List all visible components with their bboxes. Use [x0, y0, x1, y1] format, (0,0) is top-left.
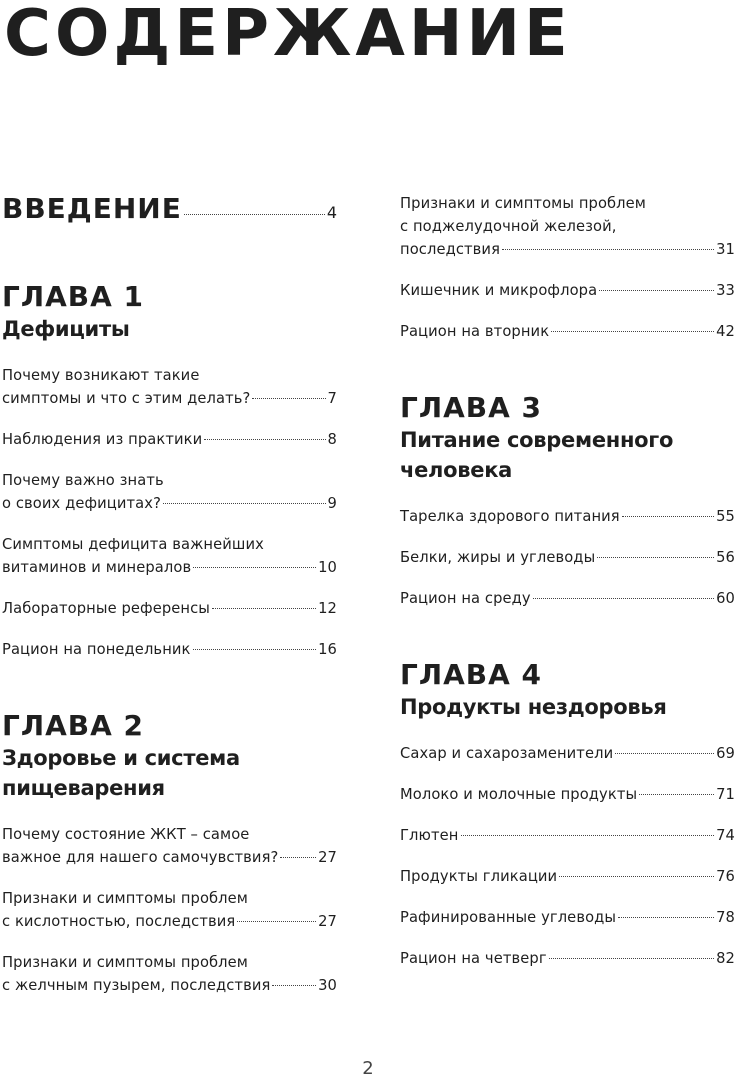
toc-column-right: [400, 192, 735, 1018]
toc-entry[interactable]: [2, 364, 337, 410]
page-number: 2: [362, 1058, 374, 1079]
toc-entry[interactable]: [2, 823, 337, 869]
toc-entry-text: Кишечник и микрофлора: [400, 282, 598, 299]
toc-entry-text: Молоко и молочные продукты: [400, 786, 638, 803]
chapter-name[interactable]: Здоровье и система пищеварения: [2, 746, 240, 800]
toc-entry-page: 78: [716, 909, 735, 926]
toc-entry[interactable]: [400, 783, 735, 806]
toc-entry-text: последствия: [400, 241, 501, 258]
toc-entry-page: 76: [716, 868, 735, 885]
toc-entry-text: Тарелка здорового питания: [400, 508, 620, 525]
toc-entry-text: Белки, жиры и углеводы: [400, 549, 596, 566]
toc-entry-text: Рацион на вторник: [400, 323, 550, 340]
toc-entry-text: с кислотностью, последствия: [2, 913, 236, 930]
dot-leader: [237, 921, 316, 922]
toc-entry-text: симптомы и что с этим делать?: [2, 390, 251, 407]
dot-leader: [502, 249, 714, 250]
toc-entry-page: 30: [318, 977, 337, 994]
dot-leader: [622, 516, 714, 517]
chapter-number[interactable]: ГЛАВА 3: [400, 391, 543, 424]
dot-leader: [615, 753, 714, 754]
dot-leader: [204, 439, 325, 440]
toc-entry-text: Рацион на понедельник: [2, 641, 191, 658]
right-continuation: [400, 192, 735, 343]
toc-entry-page: 55: [716, 508, 735, 525]
chapter-section: [2, 280, 337, 661]
chapter-section: [2, 709, 337, 997]
toc-entry[interactable]: [2, 638, 337, 661]
dot-leader: [597, 557, 714, 558]
chapter-number[interactable]: ГЛАВА 2: [2, 709, 145, 742]
toc-entry[interactable]: [400, 906, 735, 929]
toc-entry[interactable]: [2, 469, 337, 515]
toc-entry-page: 56: [716, 549, 735, 566]
toc-entry-text: Глютен: [400, 827, 459, 844]
dot-leader: [280, 857, 316, 858]
dot-leader: [163, 503, 326, 504]
toc-entry[interactable]: [2, 887, 337, 933]
chapter-number[interactable]: ГЛАВА 4: [400, 658, 543, 691]
toc-entry-page: 7: [327, 390, 337, 407]
toc-entry[interactable]: [400, 505, 735, 528]
toc-entry-text: о своих дефицитах?: [2, 495, 161, 512]
chapter-entries: [2, 364, 337, 661]
toc-entry[interactable]: [400, 947, 735, 970]
dot-leader: [193, 567, 316, 568]
toc-entry-page: 74: [716, 827, 735, 844]
toc-entry[interactable]: [400, 320, 735, 343]
toc-entry-text: Рацион на среду: [400, 590, 531, 607]
dot-leader: [252, 398, 325, 399]
dot-leader: [184, 214, 325, 215]
toc-entry-text: Симптомы дефицита важнейших: [2, 536, 264, 553]
dot-leader: [639, 794, 714, 795]
dot-leader: [212, 608, 316, 609]
chapter-section: [400, 391, 735, 610]
toc-entry-text: Наблюдения из практики: [2, 431, 203, 448]
toc-entry[interactable]: [400, 742, 735, 765]
toc-entry-page: 10: [318, 559, 337, 576]
toc-entry[interactable]: [400, 587, 735, 610]
chapter-name[interactable]: Продукты нездоровья: [400, 695, 667, 719]
toc-entry-text: с поджелудочной железой,: [400, 218, 617, 235]
toc-entry[interactable]: [2, 597, 337, 620]
toc-entry-text: важное для нашего самочувствия?: [2, 849, 279, 866]
toc-entry-text: с желчным пузырем, последствия: [2, 977, 271, 994]
toc-entry-text: Признаки и симптомы проблем: [2, 954, 248, 971]
dot-leader: [618, 917, 714, 918]
toc-entry-page: 42: [716, 323, 735, 340]
toc-entry-page: 27: [318, 849, 337, 866]
dot-leader: [272, 985, 316, 986]
chapter-name[interactable]: Дефициты: [2, 317, 130, 341]
chapter-number[interactable]: ГЛАВА 1: [2, 280, 145, 313]
dot-leader: [461, 835, 715, 836]
toc-entry-page: 31: [716, 241, 735, 258]
toc-entry-text: Продукты гликации: [400, 868, 558, 885]
chapter-name[interactable]: Питание современного человека: [400, 428, 674, 482]
chapter-entries: [400, 505, 735, 610]
toc-entry-page: 82: [716, 950, 735, 967]
toc-entry-text: Почему важно знать: [2, 472, 164, 489]
chapter-entries: [2, 823, 337, 997]
dot-leader: [599, 290, 714, 291]
toc-entry-page: 12: [318, 600, 337, 617]
toc-entry-text: Лабораторные референсы: [2, 600, 210, 617]
toc-entry-text: Рацион на четверг: [400, 950, 547, 967]
toc-entry[interactable]: [2, 951, 337, 997]
toc-entry[interactable]: [400, 546, 735, 569]
toc-entry-page: 33: [716, 282, 735, 299]
toc-entry-page: 27: [318, 913, 337, 930]
chapter-entries: [400, 742, 735, 970]
toc-intro-entry[interactable]: [2, 192, 337, 232]
toc-entry-text: Почему возникают такие: [2, 367, 200, 384]
intro-label: ВВЕДЕНИЕ: [2, 192, 182, 225]
toc-entry[interactable]: [400, 824, 735, 847]
toc-entry-page: 71: [716, 786, 735, 803]
chapter-section: [400, 658, 735, 970]
dot-leader: [559, 876, 714, 877]
dot-leader: [193, 649, 317, 650]
toc-entry[interactable]: [400, 865, 735, 888]
dot-leader: [551, 331, 714, 332]
toc-entry-page: 69: [716, 745, 735, 762]
toc-entry[interactable]: [400, 279, 735, 302]
right-chapters: [400, 391, 735, 970]
intro-page: 4: [326, 203, 337, 222]
toc-entry-text: Признаки и симптомы проблем: [400, 195, 646, 212]
toc-entry[interactable]: [400, 192, 735, 261]
toc-column-left: [2, 192, 337, 1045]
toc-entry-page: 60: [716, 590, 735, 607]
toc-entry[interactable]: [2, 533, 337, 579]
toc-entry-page: 9: [327, 495, 337, 512]
toc-entry-page: 8: [327, 431, 337, 448]
page-title: СОДЕРЖАНИЕ: [4, 0, 572, 71]
dot-leader: [533, 598, 714, 599]
dot-leader: [549, 958, 714, 959]
toc-entry-text: Почему состояние ЖКТ – самое: [2, 826, 250, 843]
left-chapters: [2, 280, 337, 997]
toc-entry[interactable]: [2, 428, 337, 451]
toc-entry-page: 16: [318, 641, 337, 658]
toc-entry-text: Сахар и сахарозаменители: [400, 745, 614, 762]
toc-entry-text: витаминов и минералов: [2, 559, 192, 576]
toc-entry-text: Рафинированные углеводы: [400, 909, 617, 926]
toc-entry-text: Признаки и симптомы проблем: [2, 890, 248, 907]
